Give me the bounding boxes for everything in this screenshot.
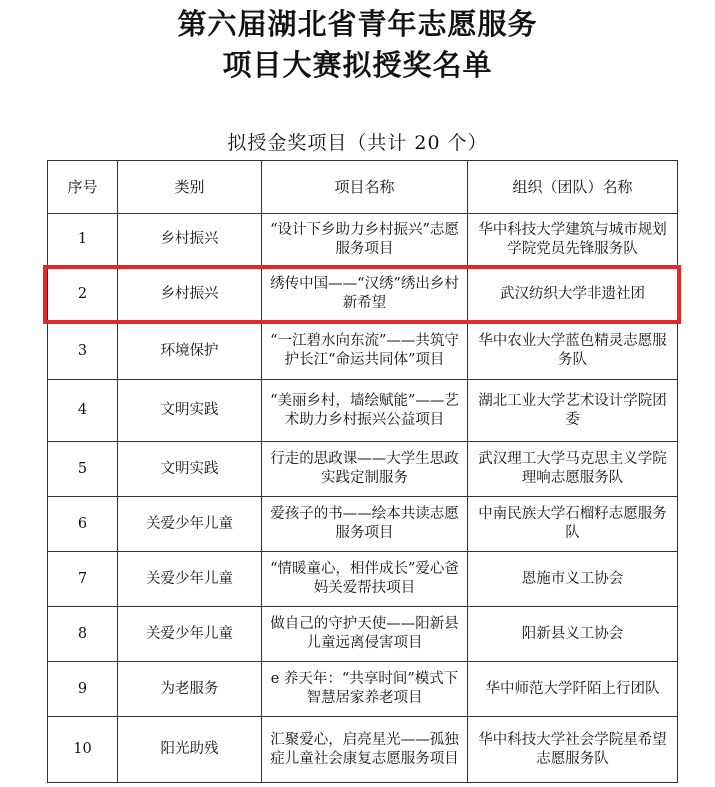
row-category: 乡村振兴 <box>118 266 262 323</box>
row-organization: 恩施市义工协会 <box>468 552 678 607</box>
header-organization: 组织（团队）名称 <box>468 161 678 214</box>
row-category: 环境保护 <box>118 323 262 380</box>
row-category: 关爱少年儿童 <box>118 497 262 552</box>
table-row <box>48 380 678 442</box>
table-header-row <box>48 161 678 214</box>
row-category: 关爱少年儿童 <box>118 607 262 662</box>
header-project-name: 项目名称 <box>262 161 468 214</box>
row-number: 6 <box>48 497 118 552</box>
row-number: 2 <box>48 266 118 323</box>
row-organization: 华中农业大学蓝色精灵志愿服务队 <box>468 323 678 380</box>
row-project-name: 绣传中国——“汉绣”绣出乡村新希望 <box>262 266 468 323</box>
table-row <box>48 497 678 552</box>
row-project-name: 行走的思政课——大学生思政实践定制服务 <box>262 442 468 497</box>
row-project-name: 爱孩子的书——绘本共读志愿服务项目 <box>262 497 468 552</box>
row-number: 4 <box>48 380 118 442</box>
row-category: 乡村振兴 <box>118 214 262 266</box>
row-number: 7 <box>48 552 118 607</box>
row-category: 阳光助残 <box>118 717 262 783</box>
table-row <box>48 552 678 607</box>
table-row <box>48 717 678 783</box>
table-row <box>48 214 678 266</box>
row-number: 9 <box>48 662 118 717</box>
document-title-line1: 第六届湖北省青年志愿服务 <box>177 7 538 41</box>
row-category: 文明实践 <box>118 380 262 442</box>
row-organization: 湖北工业大学艺术设计学院团委 <box>468 380 678 442</box>
row-project-name: 汇聚爱心，启亮星光——孤独症儿童社会康复志愿服务项目 <box>262 717 468 783</box>
row-organization: 华中科技大学社会学院星希望志愿服务队 <box>468 717 678 783</box>
row-category: 关爱少年儿童 <box>118 552 262 607</box>
row-organization: 中南民族大学石榴籽志愿服务队 <box>468 497 678 552</box>
header-number: 序号 <box>48 161 118 214</box>
document-title-line2: 项目大赛拟授奖名单 <box>222 48 493 82</box>
table-row <box>48 607 678 662</box>
table-row <box>48 266 678 323</box>
row-project-name: e 养天年：“共享时间”模式下智慧居家养老项目 <box>262 662 468 717</box>
row-number: 1 <box>48 214 118 266</box>
header-category: 类别 <box>118 161 262 214</box>
row-project-name: 做自己的守护天使——阳新县儿童远离侵害项目 <box>262 607 468 662</box>
table-caption: 拟授金奖项目（共计 20 个） <box>227 132 488 154</box>
table-row <box>48 442 678 497</box>
row-number: 5 <box>48 442 118 497</box>
row-category: 文明实践 <box>118 442 262 497</box>
row-organization: 武汉纺织大学非遗社团 <box>468 266 678 323</box>
row-organization: 阳新县义工协会 <box>468 607 678 662</box>
row-organization: 武汉理工大学马克思主义学院理响志愿服务队 <box>468 442 678 497</box>
table-row <box>48 323 678 380</box>
row-organization: 华中科技大学建筑与城市规划学院党员先锋服务队 <box>468 214 678 266</box>
row-category: 为老服务 <box>118 662 262 717</box>
row-project-name: “情暖童心，相伴成长”爱心爸妈关爱帮扶项目 <box>262 552 468 607</box>
row-project-name: “设计下乡助力乡村振兴”志愿服务项目 <box>262 214 468 266</box>
row-number: 3 <box>48 323 118 380</box>
row-organization: 华中师范大学阡陌上行团队 <box>468 662 678 717</box>
table-row <box>48 662 678 717</box>
awards-table <box>47 160 678 783</box>
row-number: 10 <box>48 717 118 783</box>
row-project-name: “一江碧水向东流”——共筑守护长江“命运共同体”项目 <box>262 323 468 380</box>
row-number: 8 <box>48 607 118 662</box>
row-project-name: “美丽乡村，墙绘赋能”——艺术助力乡村振兴公益项目 <box>262 380 468 442</box>
